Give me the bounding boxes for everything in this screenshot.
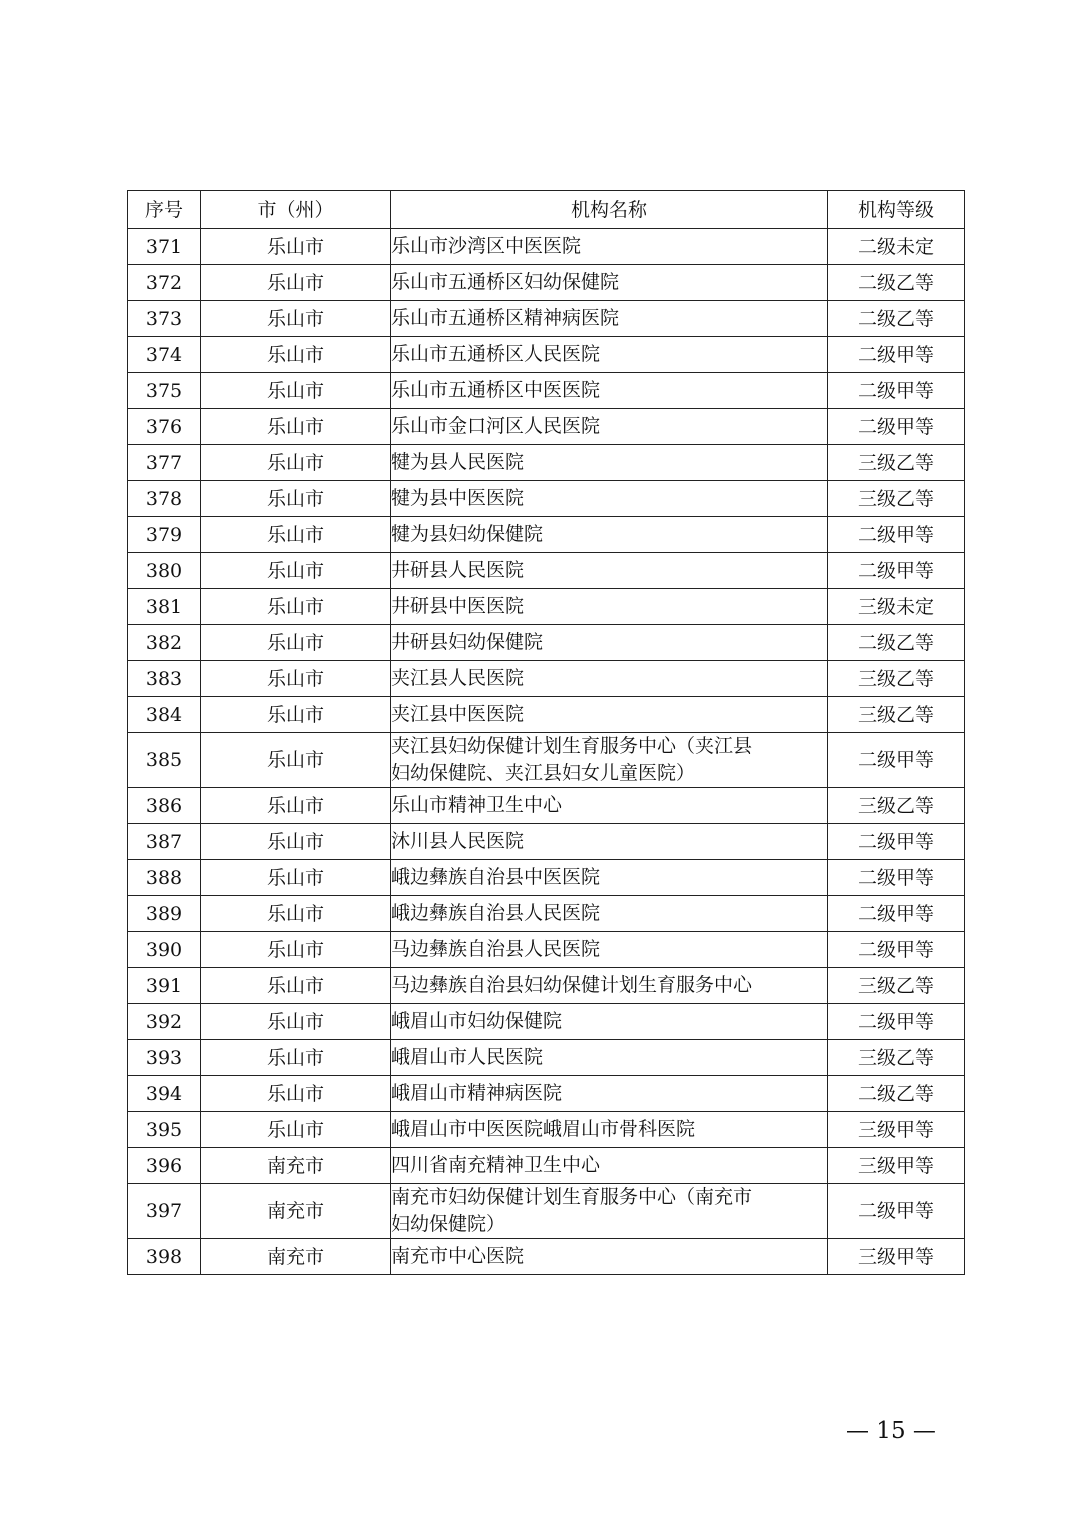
row-city: 乐山市 xyxy=(201,932,391,968)
row-city: 乐山市 xyxy=(201,265,391,301)
row-level: 二级乙等 xyxy=(828,301,965,337)
institution-name-line: 夹江县人民医院 xyxy=(391,667,525,689)
table-row xyxy=(128,265,965,301)
row-level: 二级甲等 xyxy=(828,517,965,553)
row-level: 二级甲等 xyxy=(828,373,965,409)
row-institution-name xyxy=(391,932,828,968)
row-number: 376 xyxy=(128,409,201,445)
row-number: 386 xyxy=(128,788,201,824)
institution-table xyxy=(127,190,965,1275)
row-institution-name xyxy=(391,481,828,517)
table-row xyxy=(128,860,965,896)
row-institution-name xyxy=(391,1239,828,1275)
row-institution-name xyxy=(391,301,828,337)
table-row xyxy=(128,1076,965,1112)
institution-name-line: 乐山市五通桥区中医医院 xyxy=(391,379,601,401)
row-number: 389 xyxy=(128,896,201,932)
row-city: 乐山市 xyxy=(201,445,391,481)
row-city: 乐山市 xyxy=(201,409,391,445)
table-row xyxy=(128,1148,965,1184)
row-level: 二级甲等 xyxy=(828,733,965,788)
institution-name-line: 马边彝族自治县人民医院 xyxy=(391,938,601,960)
row-institution-name xyxy=(391,1004,828,1040)
row-level: 三级乙等 xyxy=(828,968,965,1004)
row-city: 乐山市 xyxy=(201,301,391,337)
institution-name-line: 犍为县人民医院 xyxy=(391,451,525,473)
table-row xyxy=(128,661,965,697)
row-level: 二级甲等 xyxy=(828,932,965,968)
table-row xyxy=(128,1239,965,1275)
row-city: 南充市 xyxy=(201,1239,391,1275)
row-institution-name xyxy=(391,1148,828,1184)
institution-name-line: 峨眉山市精神病医院 xyxy=(391,1082,563,1104)
table-row xyxy=(128,373,965,409)
header-row xyxy=(128,191,965,229)
institution-name-line: 井研县中医医院 xyxy=(391,595,525,617)
row-level: 三级乙等 xyxy=(828,481,965,517)
table-row xyxy=(128,1112,965,1148)
row-number: 373 xyxy=(128,301,201,337)
row-city: 乐山市 xyxy=(201,788,391,824)
row-institution-name xyxy=(391,860,828,896)
row-level: 三级乙等 xyxy=(828,445,965,481)
row-number: 377 xyxy=(128,445,201,481)
institution-name-line: 乐山市五通桥区人民医院 xyxy=(391,343,601,365)
row-level: 二级甲等 xyxy=(828,553,965,589)
row-number: 390 xyxy=(128,932,201,968)
institution-name-line: 夹江县中医医院 xyxy=(391,703,525,725)
row-number: 398 xyxy=(128,1239,201,1275)
row-city: 乐山市 xyxy=(201,697,391,733)
row-city: 乐山市 xyxy=(201,589,391,625)
institution-name-line: 马边彝族自治县妇幼保健计划生育服务中心 xyxy=(391,974,753,996)
institution-name-line: 乐山市五通桥区精神病医院 xyxy=(391,307,620,329)
row-city: 乐山市 xyxy=(201,1040,391,1076)
row-number: 378 xyxy=(128,481,201,517)
row-institution-name xyxy=(391,1040,828,1076)
row-institution-name xyxy=(391,733,828,788)
institution-name-line: 乐山市金口河区人民医院 xyxy=(391,415,601,437)
row-number: 374 xyxy=(128,337,201,373)
institution-name-line: 犍为县中医医院 xyxy=(391,487,525,509)
row-level: 三级乙等 xyxy=(828,661,965,697)
row-institution-name xyxy=(391,896,828,932)
row-number: 396 xyxy=(128,1148,201,1184)
row-number: 372 xyxy=(128,265,201,301)
row-level: 三级乙等 xyxy=(828,1040,965,1076)
row-city: 乐山市 xyxy=(201,229,391,265)
institution-name-line: 妇幼保健院、夹江县妇女儿童医院） xyxy=(391,762,696,784)
row-institution-name xyxy=(391,824,828,860)
row-city: 乐山市 xyxy=(201,1076,391,1112)
table-body xyxy=(128,229,965,1275)
row-institution-name xyxy=(391,337,828,373)
table-row xyxy=(128,896,965,932)
row-number: 388 xyxy=(128,860,201,896)
table-row xyxy=(128,1004,965,1040)
row-level: 二级未定 xyxy=(828,229,965,265)
institution-name-line: 井研县人民医院 xyxy=(391,559,525,581)
row-institution-name xyxy=(391,661,828,697)
table-header xyxy=(128,191,965,229)
table-row xyxy=(128,968,965,1004)
institution-name-line: 井研县妇幼保健院 xyxy=(391,631,544,653)
row-institution-name xyxy=(391,697,828,733)
row-city: 南充市 xyxy=(201,1184,391,1239)
header-name: 机构名称 xyxy=(391,191,828,229)
row-level: 三级乙等 xyxy=(828,697,965,733)
row-number: 385 xyxy=(128,733,201,788)
table-row xyxy=(128,445,965,481)
table-row xyxy=(128,517,965,553)
row-city: 乐山市 xyxy=(201,625,391,661)
row-level: 二级甲等 xyxy=(828,860,965,896)
header-city: 市（州） xyxy=(201,191,391,229)
row-number: 384 xyxy=(128,697,201,733)
row-city: 乐山市 xyxy=(201,373,391,409)
row-city: 乐山市 xyxy=(201,481,391,517)
row-city: 乐山市 xyxy=(201,337,391,373)
institution-name-line: 南充市妇幼保健计划生育服务中心（南充市 xyxy=(391,1186,753,1208)
row-level: 二级甲等 xyxy=(828,337,965,373)
row-level: 二级甲等 xyxy=(828,824,965,860)
table-row xyxy=(128,337,965,373)
row-institution-name xyxy=(391,373,828,409)
row-institution-name xyxy=(391,625,828,661)
table-row xyxy=(128,589,965,625)
institution-name-line: 峨眉山市中医医院峨眉山市骨科医院 xyxy=(391,1118,696,1140)
row-city: 乐山市 xyxy=(201,517,391,553)
row-level: 三级甲等 xyxy=(828,1112,965,1148)
row-city: 乐山市 xyxy=(201,553,391,589)
row-number: 392 xyxy=(128,1004,201,1040)
row-institution-name xyxy=(391,409,828,445)
row-institution-name xyxy=(391,445,828,481)
table-row xyxy=(128,1040,965,1076)
table-row xyxy=(128,625,965,661)
row-city: 乐山市 xyxy=(201,896,391,932)
row-level: 三级乙等 xyxy=(828,788,965,824)
row-level: 二级乙等 xyxy=(828,625,965,661)
institution-name-line: 乐山市精神卫生中心 xyxy=(391,794,563,816)
table-row xyxy=(128,733,965,788)
row-number: 371 xyxy=(128,229,201,265)
institution-name-line: 夹江县妇幼保健计划生育服务中心（夹江县 xyxy=(391,735,753,757)
table-row xyxy=(128,301,965,337)
row-level: 二级甲等 xyxy=(828,1184,965,1239)
table-row xyxy=(128,1184,965,1239)
header-no: 序号 xyxy=(128,191,201,229)
row-level: 二级甲等 xyxy=(828,896,965,932)
row-city: 乐山市 xyxy=(201,824,391,860)
row-number: 394 xyxy=(128,1076,201,1112)
row-number: 375 xyxy=(128,373,201,409)
row-level: 三级甲等 xyxy=(828,1239,965,1275)
table-row xyxy=(128,481,965,517)
row-level: 二级乙等 xyxy=(828,1076,965,1112)
row-number: 381 xyxy=(128,589,201,625)
row-level: 二级乙等 xyxy=(828,265,965,301)
row-number: 393 xyxy=(128,1040,201,1076)
row-city: 乐山市 xyxy=(201,1004,391,1040)
header-level: 机构等级 xyxy=(828,191,965,229)
institution-name-line: 峨边彝族自治县中医医院 xyxy=(391,866,601,888)
row-city: 乐山市 xyxy=(201,1112,391,1148)
institution-name-line: 四川省南充精神卫生中心 xyxy=(391,1154,601,1176)
row-level: 二级甲等 xyxy=(828,409,965,445)
table-row xyxy=(128,697,965,733)
row-institution-name xyxy=(391,229,828,265)
row-institution-name xyxy=(391,265,828,301)
row-number: 379 xyxy=(128,517,201,553)
row-institution-name xyxy=(391,553,828,589)
row-number: 397 xyxy=(128,1184,201,1239)
row-city: 乐山市 xyxy=(201,968,391,1004)
row-city: 乐山市 xyxy=(201,733,391,788)
row-number: 387 xyxy=(128,824,201,860)
row-level: 二级甲等 xyxy=(828,1004,965,1040)
table-row xyxy=(128,824,965,860)
institution-name-line: 犍为县妇幼保健院 xyxy=(391,523,544,545)
table-row xyxy=(128,553,965,589)
row-level: 三级甲等 xyxy=(828,1148,965,1184)
row-institution-name xyxy=(391,788,828,824)
institution-name-line: 南充市中心医院 xyxy=(391,1245,525,1267)
table-row xyxy=(128,932,965,968)
row-number: 395 xyxy=(128,1112,201,1148)
row-institution-name xyxy=(391,1076,828,1112)
row-institution-name xyxy=(391,1184,828,1239)
institution-name-line: 峨眉山市妇幼保健院 xyxy=(391,1010,563,1032)
row-institution-name xyxy=(391,517,828,553)
institution-name-line: 妇幼保健院） xyxy=(391,1213,506,1235)
row-level: 三级未定 xyxy=(828,589,965,625)
row-number: 383 xyxy=(128,661,201,697)
row-city: 乐山市 xyxy=(201,661,391,697)
institution-name-line: 峨边彝族自治县人民医院 xyxy=(391,902,601,924)
row-city: 南充市 xyxy=(201,1148,391,1184)
page-number: — 15 — xyxy=(846,1418,936,1444)
row-number: 380 xyxy=(128,553,201,589)
row-institution-name xyxy=(391,589,828,625)
table-row xyxy=(128,229,965,265)
table-row xyxy=(128,788,965,824)
row-number: 382 xyxy=(128,625,201,661)
institution-name-line: 乐山市五通桥区妇幼保健院 xyxy=(391,271,620,293)
row-city: 乐山市 xyxy=(201,860,391,896)
institution-name-line: 峨眉山市人民医院 xyxy=(391,1046,544,1068)
row-institution-name xyxy=(391,1112,828,1148)
table-row xyxy=(128,409,965,445)
row-institution-name xyxy=(391,968,828,1004)
row-number: 391 xyxy=(128,968,201,1004)
institution-name-line: 乐山市沙湾区中医医院 xyxy=(391,235,582,257)
institution-name-line: 沐川县人民医院 xyxy=(391,830,525,852)
